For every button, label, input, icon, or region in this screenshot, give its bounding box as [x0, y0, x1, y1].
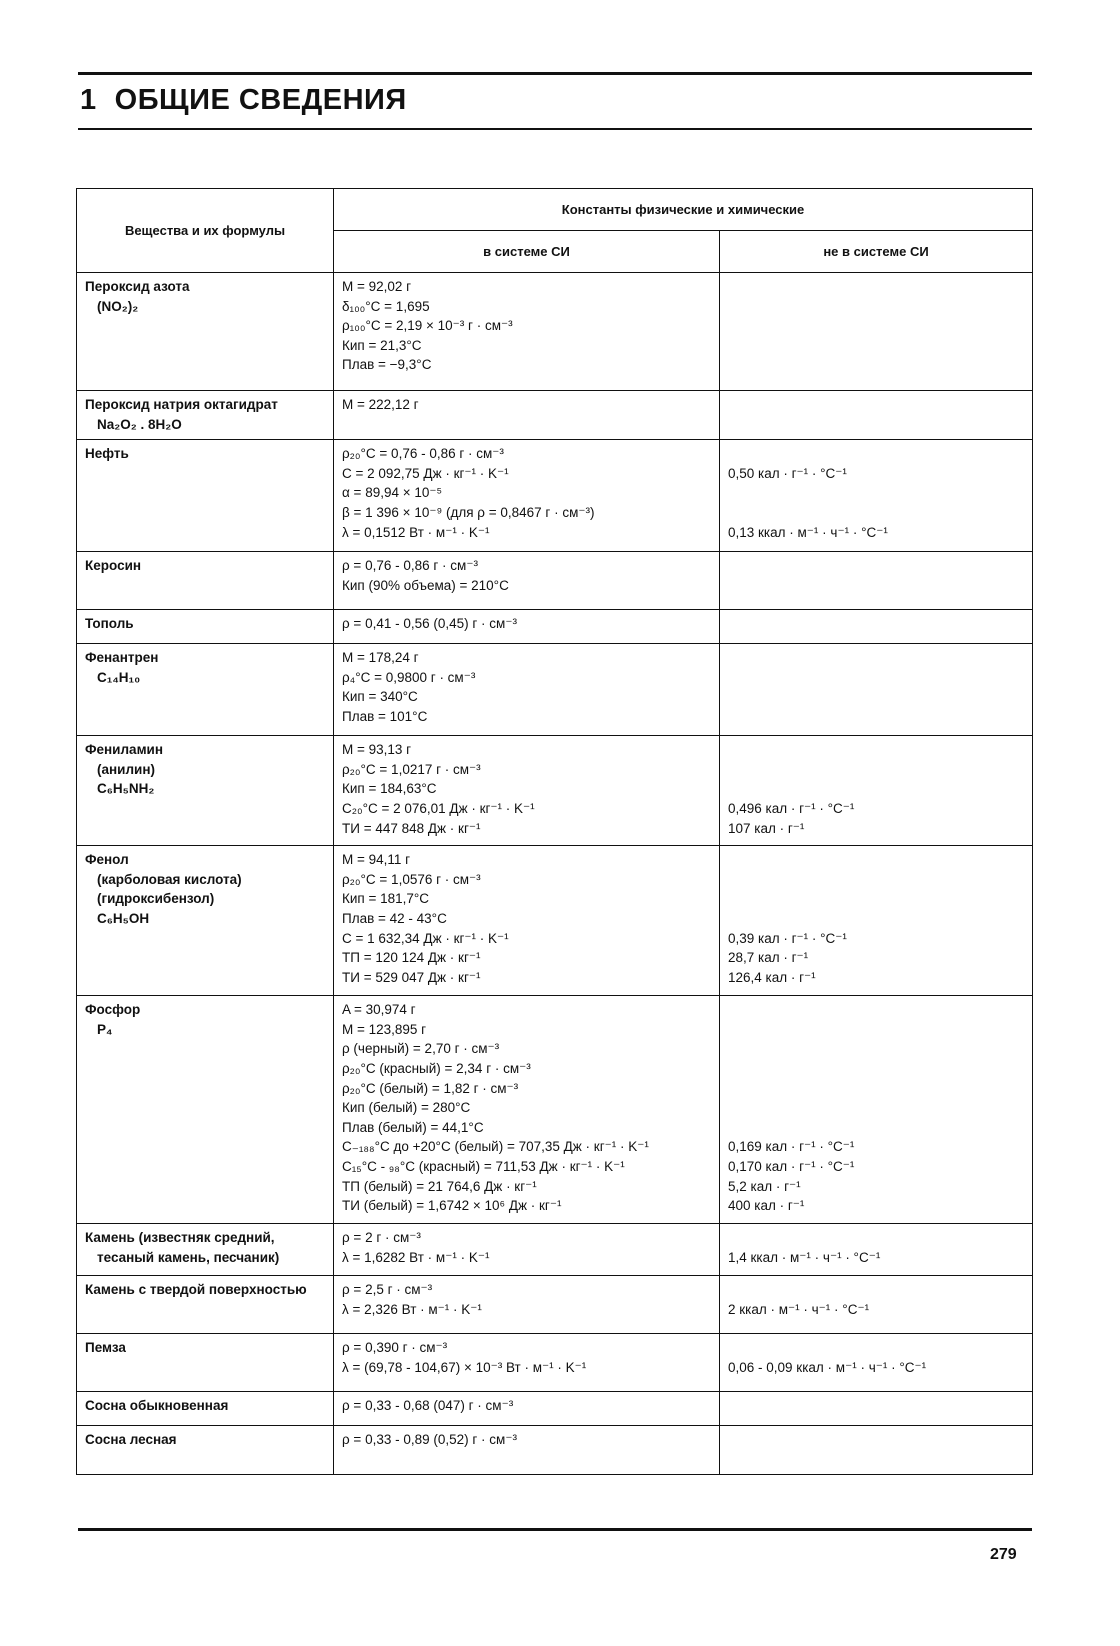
si-value: C₋₁₈₈°C до +20°C (белый) = 707,35 Дж · кг⁻¹ · K⁻¹: [342, 1139, 649, 1155]
si-values-cell: [334, 1276, 720, 1334]
si-values-cell: [334, 273, 720, 391]
substance-cell: [77, 273, 334, 391]
empty-line: [728, 687, 1024, 707]
si-values-cell: [334, 1392, 720, 1426]
si-value: Плав (белый) = 44,1°C: [342, 1119, 484, 1135]
si-value: ТИ = 447 848 Дж · кг⁻¹: [342, 820, 481, 836]
si-value: M = 178,24 г: [342, 650, 419, 666]
si-value: ρ = 0,390 г · см⁻³: [342, 1340, 448, 1356]
table-row: [77, 1224, 1033, 1276]
si-value: M = 123,895 г: [342, 1021, 427, 1037]
empty-line: [728, 483, 1024, 503]
substance-name: Тополь: [85, 616, 134, 632]
si-value: λ = 1,6282 Вт · м⁻¹ · K⁻¹: [342, 1249, 490, 1265]
empty-line: [728, 1396, 1024, 1416]
si-value: λ = (69,78 - 104,67) × 10⁻³ Вт · м⁻¹ · K⁻¹: [342, 1359, 587, 1375]
heading-rule: [78, 128, 1032, 130]
si-value: ρ₁₀₀°C = 2,19 × 10⁻³ г · см⁻³: [342, 318, 513, 334]
empty-line: [728, 1000, 1024, 1020]
header-substances: Вещества и их формулы: [77, 189, 334, 273]
non-si-values-cell: [720, 1224, 1033, 1276]
si-value: ρ = 0,33 - 0,68 (047) г · см⁻³: [342, 1398, 514, 1414]
si-value: Кип = 181,7°C: [342, 891, 430, 907]
substance-formula: C₁₄H₁₀: [97, 669, 141, 685]
non-si-values-cell: [720, 736, 1033, 846]
empty-line: [728, 668, 1024, 688]
empty-line: [728, 1039, 1024, 1059]
empty-line: [728, 395, 1024, 415]
substance-formula: (анилин): [97, 761, 155, 777]
substance-cell: [77, 1224, 334, 1276]
si-value: ТИ (белый) = 1,6742 × 10⁶ Дж · кг⁻¹: [342, 1198, 562, 1214]
substance-name: Сосна обыкновенная: [85, 1398, 229, 1414]
table-row: [77, 846, 1033, 996]
substance-cell: [77, 610, 334, 644]
substance-cell: [77, 644, 334, 736]
si-value: C = 2 092,75 Дж · кг⁻¹ · K⁻¹: [342, 465, 509, 481]
si-value: Кип (белый) = 280°C: [342, 1100, 471, 1116]
si-values-cell: [334, 1426, 720, 1475]
non-si-values-cell: [720, 1334, 1033, 1392]
empty-line: [728, 740, 1024, 760]
si-value: ρ = 0,33 - 0,89 (0,52) г · см⁻³: [342, 1432, 517, 1448]
empty-line: [728, 576, 1024, 596]
top-rule: [78, 72, 1032, 75]
si-value: ρ = 0,41 - 0,56 (0,45) г · см⁻³: [342, 616, 517, 632]
table-row: [77, 736, 1033, 846]
si-value: Кип = 340°C: [342, 689, 418, 705]
substance-formula: (карболовая кислота): [97, 871, 242, 887]
empty-line: [728, 1098, 1024, 1118]
non-si-values-cell: [720, 273, 1033, 391]
non-si-value: 400 кал · г⁻¹: [728, 1198, 805, 1214]
empty-line: [728, 1079, 1024, 1099]
table-row: [77, 391, 1033, 440]
empty-line: [728, 760, 1024, 780]
empty-line: [728, 1118, 1024, 1138]
substance-name: Фосфор: [85, 1002, 141, 1018]
si-value: ρ₂₀°C (белый) = 1,82 г · см⁻³: [342, 1080, 519, 1096]
empty-line: [728, 614, 1024, 634]
substance-name: Пероксид натрия октагидрат: [85, 397, 278, 412]
table-body: [77, 273, 1033, 1475]
si-value: ТП (белый) = 21 764,6 Дж · кг⁻¹: [342, 1178, 537, 1194]
non-si-values-cell: [720, 644, 1033, 736]
header-constants: Константы физические и химические: [334, 189, 1033, 231]
substance-name: Камень (известняк средний,: [85, 1230, 275, 1246]
non-si-values-cell: [720, 391, 1033, 440]
si-values-cell: [334, 1334, 720, 1392]
empty-line: [728, 316, 1024, 336]
substance-formula: (гидроксибензол): [97, 891, 215, 907]
empty-line: [342, 1450, 711, 1470]
si-value: ρ₂₀°C = 1,0217 г · см⁻³: [342, 761, 481, 777]
table-row: [77, 1392, 1033, 1426]
empty-line: [728, 1228, 1024, 1248]
si-value: λ = 0,1512 Вт · м⁻¹ · K⁻¹: [342, 524, 490, 540]
non-si-values-cell: [720, 846, 1033, 996]
substance-formula: тесаный камень, песчаник): [97, 1249, 280, 1265]
non-si-value: 5,2 кал · г⁻¹: [728, 1178, 801, 1194]
substance-cell: [77, 1392, 334, 1426]
substance-name: Фенантрен: [85, 650, 159, 666]
non-si-values-cell: [720, 996, 1033, 1224]
non-si-value: 0,169 кал · г⁻¹ · °C⁻¹: [728, 1139, 855, 1155]
si-value: Плав = 42 - 43°C: [342, 910, 447, 926]
si-value: ρ = 2,5 г · см⁻³: [342, 1282, 433, 1298]
empty-line: [342, 415, 711, 435]
si-value: α = 89,94 × 10⁻⁵: [342, 485, 443, 501]
substance-name: Фениламин: [85, 742, 164, 758]
substance-formula: C₆H₅OH: [97, 910, 150, 926]
non-si-value: 0,13 ккал · м⁻¹ · ч⁻¹ · °C⁻¹: [728, 524, 888, 540]
substance-cell: [77, 440, 334, 552]
table-row: [77, 273, 1033, 391]
non-si-value: 0,39 кал · г⁻¹ · °C⁻¹: [728, 930, 847, 946]
si-value: ТИ = 529 047 Дж · кг⁻¹: [342, 969, 481, 985]
substance-cell: [77, 552, 334, 610]
si-value: ρ₄°C = 0,9800 г · см⁻³: [342, 669, 476, 685]
table-row: [77, 1276, 1033, 1334]
substance-name: Пемза: [85, 1340, 126, 1356]
substance-cell: [77, 846, 334, 996]
empty-line: [728, 909, 1024, 929]
non-si-value: 107 кал · г⁻¹: [728, 820, 805, 836]
header-non-si: не в системе СИ: [720, 231, 1033, 273]
si-value: C₁₅°C - ₉₈°C (красный) = 711,53 Дж · кг⁻¹ · K⁻¹: [342, 1158, 625, 1174]
substance-cell: [77, 1334, 334, 1392]
substance-cell: [77, 1426, 334, 1475]
si-values-cell: [334, 610, 720, 644]
non-si-value: 0,06 - 0,09 ккал · м⁻¹ · ч⁻¹ · °C⁻¹: [728, 1359, 927, 1375]
constants-table: [76, 188, 1033, 1475]
page-number: 279: [990, 1546, 1017, 1563]
non-si-value: 28,7 кал · г⁻¹: [728, 950, 809, 966]
substance-name: Фенол: [85, 852, 129, 868]
non-si-value: 126,4 кал · г⁻¹: [728, 969, 816, 985]
si-values-cell: [334, 996, 720, 1224]
table-row: [77, 1426, 1033, 1475]
si-value: Кип = 184,63°C: [342, 781, 437, 797]
si-value: A = 30,974 г: [342, 1002, 416, 1018]
si-value: Плав = −9,3°C: [342, 357, 432, 373]
empty-line: [728, 336, 1024, 356]
non-si-values-cell: [720, 1426, 1033, 1475]
substance-formula: (NO₂)₂: [97, 298, 139, 314]
si-value: Кип (90% объема) = 210°C: [342, 577, 509, 593]
si-values-cell: [334, 1224, 720, 1276]
substance-cell: [77, 1276, 334, 1334]
empty-line: [728, 1059, 1024, 1079]
si-value: ρ = 0,76 - 0,86 г · см⁻³: [342, 558, 478, 574]
empty-line: [728, 1430, 1024, 1450]
substance-formula: C₆H₅NH₂: [97, 781, 155, 797]
si-values-cell: [334, 391, 720, 440]
substance-name: Камень с твердой поверхностью: [85, 1282, 307, 1298]
non-si-values-cell: [720, 1276, 1033, 1334]
substance-cell: [77, 736, 334, 846]
substance-name: Нефть: [85, 446, 129, 462]
chapter-heading: [80, 84, 407, 117]
si-values-cell: [334, 552, 720, 610]
substance-formula: P₄: [97, 1021, 113, 1037]
empty-line: [728, 556, 1024, 576]
table-row: [77, 996, 1033, 1224]
si-value: δ₁₀₀°C = 1,695: [342, 298, 430, 314]
si-value: M = 94,11 г: [342, 852, 411, 868]
empty-line: [728, 1020, 1024, 1040]
empty-line: [728, 1338, 1024, 1358]
empty-line: [728, 779, 1024, 799]
chapter-number: 1: [80, 84, 97, 116]
si-value: C = 1 632,34 Дж · кг⁻¹ · K⁻¹: [342, 930, 509, 946]
empty-line: [728, 297, 1024, 317]
non-si-value: 0,170 кал · г⁻¹ · °C⁻¹: [728, 1158, 855, 1174]
header-si: в системе СИ: [334, 231, 720, 273]
si-value: ρ₂₀°C (красный) = 2,34 г · см⁻³: [342, 1060, 531, 1076]
substance-name: Сосна лесная: [85, 1432, 177, 1448]
si-value: M = 92,02 г: [342, 279, 412, 294]
si-value: ρ (черный) = 2,70 г · см⁻³: [342, 1041, 500, 1057]
non-si-value: 2 ккал · м⁻¹ · ч⁻¹ · °C⁻¹: [728, 1301, 870, 1317]
empty-line: [728, 444, 1024, 464]
empty-line: [728, 648, 1024, 668]
empty-line: [728, 707, 1024, 727]
substance-name: Керосин: [85, 558, 142, 574]
bottom-rule: [78, 1528, 1032, 1531]
table-row: [77, 440, 1033, 552]
si-value: ρ₂₀°C = 0,76 - 0,86 г · см⁻³: [342, 446, 504, 462]
substance-name: Пероксид азота: [85, 279, 190, 294]
si-value: C₂₀°C = 2 076,01 Дж · кг⁻¹ · K⁻¹: [342, 800, 535, 816]
non-si-value: 0,50 кал · г⁻¹ · °C⁻¹: [728, 465, 847, 481]
non-si-values-cell: [720, 1392, 1033, 1426]
empty-line: [728, 1450, 1024, 1470]
si-value: Кип = 21,3°C: [342, 337, 422, 353]
substance-cell: [77, 391, 334, 440]
chapter-title: ОБЩИЕ СВЕДЕНИЯ: [114, 84, 407, 116]
non-si-values-cell: [720, 440, 1033, 552]
table-row: [77, 552, 1033, 610]
table-row: [77, 1334, 1033, 1392]
substance-formula: Na₂O₂ . 8H₂O: [97, 416, 182, 432]
empty-line: [728, 415, 1024, 435]
si-values-cell: [334, 846, 720, 996]
si-values-cell: [334, 736, 720, 846]
non-si-values-cell: [720, 610, 1033, 644]
empty-line: [728, 850, 1024, 870]
si-value: ρ₂₀°C = 1,0576 г · см⁻³: [342, 871, 481, 887]
table-row: [77, 644, 1033, 736]
empty-line: [728, 1280, 1024, 1300]
substance-cell: [77, 996, 334, 1224]
non-si-values-cell: [720, 552, 1033, 610]
non-si-value: 1,4 ккал · м⁻¹ · ч⁻¹ · °C⁻¹: [728, 1249, 881, 1265]
si-value: Плав = 101°C: [342, 708, 428, 724]
empty-line: [728, 503, 1024, 523]
empty-line: [728, 355, 1024, 375]
empty-line: [728, 277, 1024, 297]
si-values-cell: [334, 440, 720, 552]
si-value: β = 1 396 × 10⁻⁹ (для ρ = 0,8467 г · см⁻³): [342, 504, 595, 520]
si-value: M = 222,12 г: [342, 397, 419, 412]
si-value: ТП = 120 124 Дж · кг⁻¹: [342, 950, 481, 966]
empty-line: [728, 889, 1024, 909]
si-value: M = 93,13 г: [342, 742, 412, 758]
si-values-cell: [334, 644, 720, 736]
si-value: λ = 2,326 Вт · м⁻¹ · K⁻¹: [342, 1301, 482, 1317]
table-row: [77, 610, 1033, 644]
si-value: ρ = 2 г · см⁻³: [342, 1230, 421, 1246]
empty-line: [728, 870, 1024, 890]
non-si-value: 0,496 кал · г⁻¹ · °C⁻¹: [728, 800, 855, 816]
